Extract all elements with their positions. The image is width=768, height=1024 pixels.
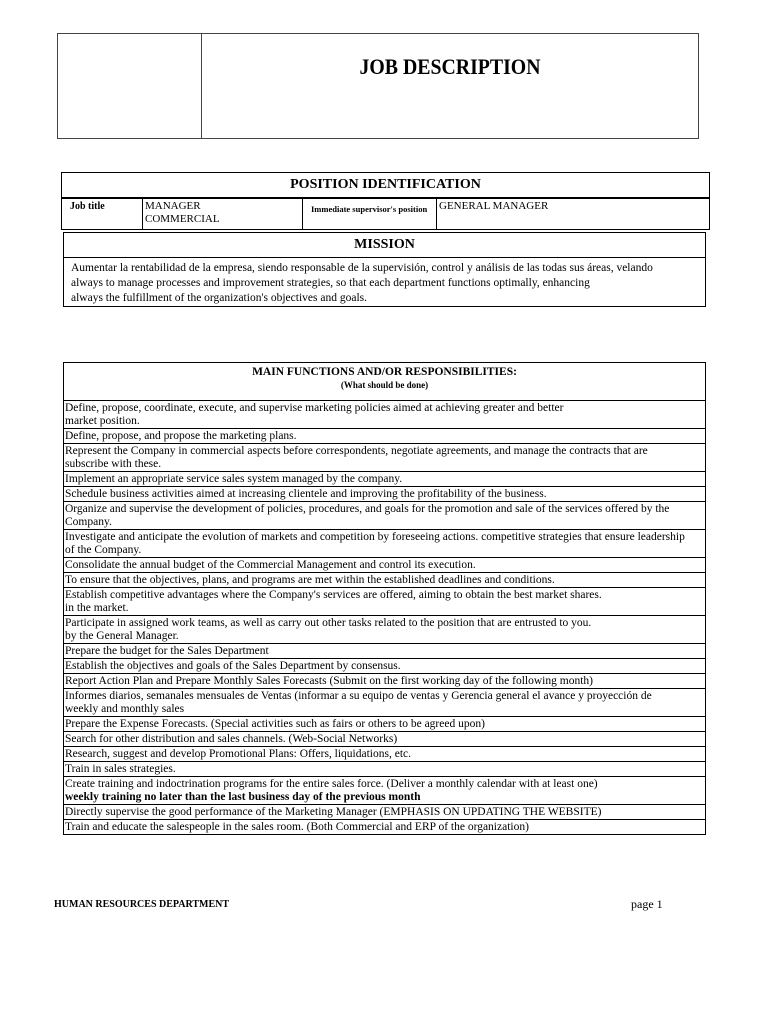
table-row	[64, 429, 706, 444]
table-row	[64, 732, 706, 747]
responsibility-line-1: Research, suggest and develop Promotional Plans: Offers, liquidations, etc.	[65, 748, 411, 760]
table-row	[64, 777, 706, 805]
responsibility-item	[64, 444, 706, 472]
responsibility-line-1: Create training and indoctrination programs for the entire sales force. (Deliver a monthly calendar with at least one)	[65, 778, 598, 790]
responsibilities-subheading: (What should be done)	[340, 380, 429, 390]
footer-department: HUMAN RESOURCES DEPARTMENT	[54, 899, 230, 910]
responsibility-line-2: weekly training no later than the last business day of the previous month	[65, 791, 421, 803]
responsibility-line-1: Search for other distribution and sales channels. (Web-Social Networks)	[65, 733, 398, 745]
mission-section	[63, 232, 706, 307]
table-row	[64, 472, 706, 487]
mission-line-3: always the fulfillment of the organization's objectives and goals.	[71, 292, 367, 304]
responsibility-item	[64, 820, 706, 835]
responsibility-line-2: weekly and monthly sales	[65, 703, 185, 715]
responsibility-item	[64, 502, 706, 530]
table-row	[64, 530, 706, 558]
responsibility-line-1: Define, propose, coordinate, execute, and supervise marketing policies aimed at achieving greater and better	[65, 402, 564, 414]
responsibility-line-1: Represent the Company in commercial aspects before correspondents, negotiate agreements, and manage the contracts that are	[65, 445, 648, 457]
responsibilities-section	[63, 362, 706, 835]
job-title-line-1: MANAGER	[145, 200, 201, 212]
mission-heading: MISSION	[64, 233, 705, 258]
position-identification-heading: POSITION IDENTIFICATION	[290, 177, 481, 192]
responsibility-item	[64, 558, 706, 573]
responsibility-item	[64, 689, 706, 717]
table-row	[64, 588, 706, 616]
responsibility-line-1: Establish the objectives and goals of the Sales Department by consensus.	[65, 660, 401, 672]
table-row	[64, 644, 706, 659]
responsibility-item	[64, 616, 706, 644]
table-row	[64, 674, 706, 689]
responsibility-item	[64, 401, 706, 429]
job-title-label: Job title	[62, 199, 143, 230]
responsibility-line-1: Participate in assigned work teams, as well as carry out other tasks related to the position that are entrusted to you.	[65, 617, 592, 629]
mission-line-1: Aumentar la rentabilidad de la empresa, siendo responsable de la supervisión, control y análisis de las todas sus áreas, velando	[71, 262, 653, 274]
responsibility-line-1: Informes diarios, semanales mensuales de Ventas (informar a su equipo de ventas y Gerencia general el avance y proyección de	[65, 690, 652, 702]
responsibilities-header	[64, 363, 706, 401]
responsibility-line-2: of the Company.	[65, 544, 142, 556]
responsibility-line-2: subscribe with these.	[65, 458, 162, 470]
job-title-value	[143, 199, 303, 230]
table-row	[64, 689, 706, 717]
responsibility-item	[64, 732, 706, 747]
table-row	[64, 747, 706, 762]
responsibility-item	[64, 762, 706, 777]
responsibility-item	[64, 472, 706, 487]
table-row	[64, 717, 706, 732]
responsibility-line-1: Directly supervise the good performance of the Marketing Manager (EMPHASIS ON UPDATING THE WEBSITE)	[65, 806, 602, 818]
responsibility-line-2: market position.	[65, 415, 140, 427]
responsibility-line-1: Schedule business activities aimed at increasing clientele and improving the profitability of the business.	[65, 488, 547, 500]
responsibility-line-1: Implement an appropriate service sales system managed by the company.	[65, 473, 403, 485]
table-row	[64, 573, 706, 588]
responsibility-item	[64, 644, 706, 659]
responsibility-line-1: Train and educate the salespeople in the sales room. (Both Commercial and ERP of the organization)	[65, 821, 529, 833]
responsibility-line-2: in the market.	[65, 602, 129, 614]
responsibility-item	[64, 573, 706, 588]
table-row	[64, 805, 706, 820]
supervisor-value: GENERAL MANAGER	[437, 199, 710, 230]
responsibility-line-1: Prepare the Expense Forecasts. (Special activities such as fairs or others to be agreed upon)	[65, 718, 485, 730]
position-identification-header	[61, 172, 710, 198]
responsibility-line-1: To ensure that the objectives, plans, and programs are met within the established deadlines and conditions.	[65, 574, 555, 586]
responsibility-line-2: Company.	[65, 516, 112, 528]
responsibility-item	[64, 805, 706, 820]
table-row	[64, 616, 706, 644]
table-row	[64, 502, 706, 530]
responsibilities-heading: MAIN FUNCTIONS AND/OR RESPONSIBILITIES:	[252, 366, 517, 378]
header-box	[57, 33, 699, 139]
responsibility-line-1: Report Action Plan and Prepare Monthly Sales Forecasts (Submit on the first working day of the following month)	[65, 675, 593, 687]
table-row	[64, 444, 706, 472]
logo-cell	[58, 34, 202, 138]
responsibility-line-1: Train in sales strategies.	[65, 763, 176, 775]
mission-text	[64, 258, 705, 306]
table-row	[64, 558, 706, 573]
footer-page-number: page 1	[631, 897, 663, 911]
responsibility-line-1: Establish competitive advantages where the Company's services are offered, aiming to obtain the best market shares.	[65, 589, 602, 601]
responsibility-line-1: Consolidate the annual budget of the Commercial Management and control its execution.	[65, 559, 476, 571]
mission-line-2: always to manage processes and improvement strategies, so that each department functions optimally, enhancing	[71, 277, 590, 289]
responsibility-item	[64, 429, 706, 444]
responsibility-item	[64, 588, 706, 616]
table-row	[64, 487, 706, 502]
responsibility-item	[64, 717, 706, 732]
position-identification-table	[61, 198, 710, 230]
responsibility-item	[64, 530, 706, 558]
responsibility-line-1: Prepare the budget for the Sales Department	[65, 645, 269, 657]
responsibility-item	[64, 777, 706, 805]
responsibility-line-2: by the General Manager.	[65, 630, 179, 642]
responsibility-item	[64, 487, 706, 502]
job-title-line-2: COMMERCIAL	[145, 213, 220, 225]
table-row	[64, 659, 706, 674]
table-row	[64, 820, 706, 835]
responsibility-line-1: Investigate and anticipate the evolution of markets and competition by foreseeing actions. competitive strategies that ensure leadership	[65, 531, 685, 543]
table-row	[64, 401, 706, 429]
responsibility-item	[64, 674, 706, 689]
page-title: JOB DESCRIPTION	[359, 54, 541, 79]
responsibility-line-1: Define, propose, and propose the marketing plans.	[65, 430, 297, 442]
responsibility-line-1: Organize and supervise the development of policies, procedures, and goals for the promotion and sale of the services offered by the	[65, 503, 670, 515]
responsibility-item	[64, 659, 706, 674]
table-row	[64, 762, 706, 777]
supervisor-label: Immediate supervisor's position	[303, 199, 437, 230]
responsibilities-table	[63, 362, 706, 835]
responsibility-item	[64, 747, 706, 762]
